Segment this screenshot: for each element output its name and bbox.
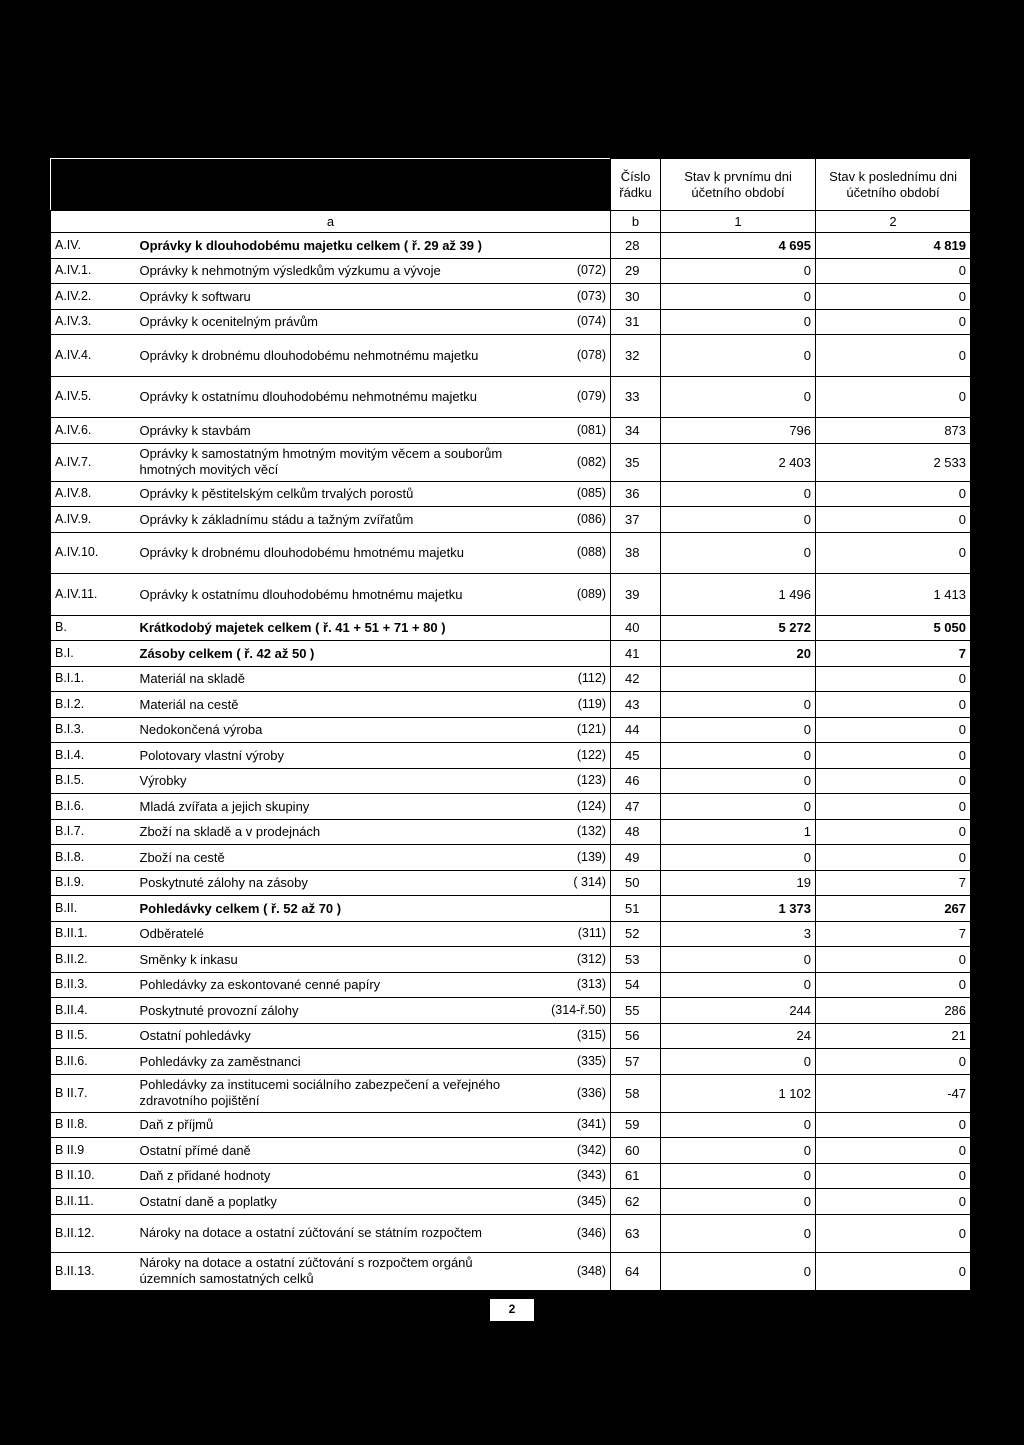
row-account: (119) — [516, 692, 611, 718]
row-code: A.IV.6. — [51, 418, 136, 444]
row-account: (088) — [516, 532, 611, 574]
row-account: (123) — [516, 768, 611, 794]
row-value-first: 0 — [661, 376, 816, 418]
col-header-row-number: Číslo řádku — [611, 159, 661, 211]
row-name: Pohledávky celkem ( ř. 52 až 70 ) — [136, 896, 516, 922]
table-row — [51, 1112, 971, 1138]
row-code: B.I. — [51, 641, 136, 667]
row-name: Nároky na dotace a ostatní zúčtování s rozpočtem orgánů územních samostatných celků — [136, 1252, 516, 1290]
row-value-last: 0 — [816, 666, 971, 692]
row-value-first — [661, 666, 816, 692]
row-value-first: 0 — [661, 309, 816, 335]
row-value-first: 24 — [661, 1023, 816, 1049]
row-code: A.IV.3. — [51, 309, 136, 335]
row-value-first: 0 — [661, 845, 816, 871]
row-account: (311) — [516, 921, 611, 947]
row-value-last: 0 — [816, 1163, 971, 1189]
row-value-last: 5 050 — [816, 615, 971, 641]
row-value-first: 796 — [661, 418, 816, 444]
row-code: B.I.1. — [51, 666, 136, 692]
table-row — [51, 335, 971, 377]
row-name: Materiál na cestě — [136, 692, 516, 718]
row-value-last: 4 819 — [816, 233, 971, 259]
row-number: 56 — [611, 1023, 661, 1049]
row-account: (079) — [516, 376, 611, 418]
row-account: (342) — [516, 1138, 611, 1164]
row-value-first: 0 — [661, 1252, 816, 1290]
row-number: 63 — [611, 1214, 661, 1252]
row-value-last: 0 — [816, 768, 971, 794]
row-value-first: 0 — [661, 507, 816, 533]
row-name: Oprávky k softwaru — [136, 284, 516, 310]
table-row — [51, 376, 971, 418]
row-code: B.II.2. — [51, 947, 136, 973]
row-code: B. — [51, 615, 136, 641]
row-code: A.IV. — [51, 233, 136, 259]
row-value-first: 0 — [661, 481, 816, 507]
table-row — [51, 845, 971, 871]
row-code: B.II.4. — [51, 998, 136, 1024]
row-value-last: 0 — [816, 717, 971, 743]
table-row — [51, 1163, 971, 1189]
row-name: Pohledávky za eskontované cenné papíry — [136, 972, 516, 998]
row-value-first: 1 496 — [661, 574, 816, 616]
page-number: 2 — [508, 1302, 516, 1316]
row-number: 54 — [611, 972, 661, 998]
row-number: 41 — [611, 641, 661, 667]
row-name: Oprávky k nehmotným výsledkům výzkumu a vývoje — [136, 258, 516, 284]
row-value-first: 0 — [661, 1049, 816, 1075]
row-value-last: 0 — [816, 1252, 971, 1290]
row-value-last: 267 — [816, 896, 971, 922]
row-name: Nároky na dotace a ostatní zúčtování se státním rozpočtem — [136, 1214, 516, 1252]
table-row — [51, 717, 971, 743]
row-code: A.IV.9. — [51, 507, 136, 533]
row-account: (073) — [516, 284, 611, 310]
row-code: A.IV.11. — [51, 574, 136, 616]
row-number: 33 — [611, 376, 661, 418]
row-code: A.IV.2. — [51, 284, 136, 310]
row-account: (085) — [516, 481, 611, 507]
row-number: 42 — [611, 666, 661, 692]
row-name: Výrobky — [136, 768, 516, 794]
row-name: Odběratelé — [136, 921, 516, 947]
row-value-last: 7 — [816, 921, 971, 947]
row-value-last: 0 — [816, 1112, 971, 1138]
row-value-first: 1 — [661, 819, 816, 845]
row-value-first: 0 — [661, 1214, 816, 1252]
table-row — [51, 947, 971, 973]
row-number: 52 — [611, 921, 661, 947]
row-number: 49 — [611, 845, 661, 871]
row-code: A.IV.5. — [51, 376, 136, 418]
row-value-first: 1 102 — [661, 1074, 816, 1112]
row-number: 45 — [611, 743, 661, 769]
row-code: B.I.7. — [51, 819, 136, 845]
row-value-first: 244 — [661, 998, 816, 1024]
row-code: B.I.2. — [51, 692, 136, 718]
row-number: 64 — [611, 1252, 661, 1290]
row-value-last: 2 533 — [816, 443, 971, 481]
table-row — [51, 972, 971, 998]
table-row — [51, 819, 971, 845]
row-name: Oprávky k samostatným hmotným movitým věcem a souborům hmotných movitých věcí — [136, 443, 516, 481]
table-row — [51, 794, 971, 820]
row-name: Pohledávky za institucemi sociálního zabezpečení a veřejného zdravotního pojištění — [136, 1074, 516, 1112]
row-code: A.IV.1. — [51, 258, 136, 284]
row-value-last: 0 — [816, 335, 971, 377]
row-value-last: 7 — [816, 641, 971, 667]
row-account: (072) — [516, 258, 611, 284]
row-value-last: 0 — [816, 1189, 971, 1215]
table-row — [51, 233, 971, 259]
table-row — [51, 574, 971, 616]
row-value-first: 0 — [661, 743, 816, 769]
row-account: (081) — [516, 418, 611, 444]
row-name: Poskytnuté provozní zálohy — [136, 998, 516, 1024]
row-value-first: 0 — [661, 947, 816, 973]
table-row — [51, 692, 971, 718]
row-code: B.II.12. — [51, 1214, 136, 1252]
row-value-last: 0 — [816, 532, 971, 574]
row-value-first: 0 — [661, 717, 816, 743]
row-number: 55 — [611, 998, 661, 1024]
row-code: B.II.1. — [51, 921, 136, 947]
row-name: Oprávky k ostatnímu dlouhodobému nehmotnému majetku — [136, 376, 516, 418]
row-account: (122) — [516, 743, 611, 769]
row-value-first: 0 — [661, 768, 816, 794]
table-row — [51, 615, 971, 641]
row-name: Ostatní pohledávky — [136, 1023, 516, 1049]
row-account: (341) — [516, 1112, 611, 1138]
row-number: 48 — [611, 819, 661, 845]
row-number: 44 — [611, 717, 661, 743]
table-row — [51, 666, 971, 692]
row-value-first: 1 373 — [661, 896, 816, 922]
row-code: B.II.11. — [51, 1189, 136, 1215]
row-value-first: 19 — [661, 870, 816, 896]
caption-b: b — [611, 211, 661, 233]
col-header-last-day: Stav k poslednímu dni účetního období — [816, 159, 971, 211]
row-name: Oprávky k základnímu stádu a tažným zvířatům — [136, 507, 516, 533]
row-account: (074) — [516, 309, 611, 335]
row-account — [516, 233, 611, 259]
row-value-last: 0 — [816, 284, 971, 310]
row-value-first: 0 — [661, 972, 816, 998]
row-name: Daň z přidané hodnoty — [136, 1163, 516, 1189]
row-name: Zásoby celkem ( ř. 42 až 50 ) — [136, 641, 516, 667]
row-name: Oprávky k ocenitelným právům — [136, 309, 516, 335]
row-value-last: 0 — [816, 819, 971, 845]
row-account: (124) — [516, 794, 611, 820]
row-name: Oprávky k drobnému dlouhodobému nehmotnému majetku — [136, 335, 516, 377]
row-value-first: 0 — [661, 1189, 816, 1215]
row-code: B.I.8. — [51, 845, 136, 871]
table-row — [51, 1023, 971, 1049]
row-number: 39 — [611, 574, 661, 616]
table-row — [51, 768, 971, 794]
row-number: 28 — [611, 233, 661, 259]
row-code: B.I.9. — [51, 870, 136, 896]
row-value-first: 0 — [661, 1138, 816, 1164]
row-account: (343) — [516, 1163, 611, 1189]
row-code: B II.5. — [51, 1023, 136, 1049]
table-row — [51, 870, 971, 896]
table-row — [51, 1049, 971, 1075]
row-name: Oprávky k pěstitelským celkům trvalých porostů — [136, 481, 516, 507]
row-number: 31 — [611, 309, 661, 335]
row-code: A.IV.10. — [51, 532, 136, 574]
table-row — [51, 481, 971, 507]
row-number: 30 — [611, 284, 661, 310]
row-number: 53 — [611, 947, 661, 973]
table-row — [51, 1189, 971, 1215]
row-value-last: 0 — [816, 309, 971, 335]
balance-sheet-table — [50, 158, 971, 1291]
row-account — [516, 896, 611, 922]
row-account: (139) — [516, 845, 611, 871]
row-code: B.I.4. — [51, 743, 136, 769]
row-code: B II.10. — [51, 1163, 136, 1189]
row-code: B II.9 — [51, 1138, 136, 1164]
row-account: (345) — [516, 1189, 611, 1215]
table-row — [51, 532, 971, 574]
row-account: (089) — [516, 574, 611, 616]
row-number: 32 — [611, 335, 661, 377]
row-value-first: 2 403 — [661, 443, 816, 481]
row-account: (086) — [516, 507, 611, 533]
row-number: 50 — [611, 870, 661, 896]
row-code: B.II. — [51, 896, 136, 922]
row-value-last: 0 — [816, 258, 971, 284]
row-code: A.IV.7. — [51, 443, 136, 481]
row-value-first: 0 — [661, 532, 816, 574]
table-row — [51, 641, 971, 667]
row-account — [516, 615, 611, 641]
row-number: 58 — [611, 1074, 661, 1112]
row-value-last: 0 — [816, 1214, 971, 1252]
row-name: Směnky k inkasu — [136, 947, 516, 973]
row-account — [516, 641, 611, 667]
row-number: 37 — [611, 507, 661, 533]
table-row — [51, 1214, 971, 1252]
table-row — [51, 1138, 971, 1164]
row-account: (312) — [516, 947, 611, 973]
row-name: Oprávky k ostatnímu dlouhodobému hmotnému majetku — [136, 574, 516, 616]
row-number: 40 — [611, 615, 661, 641]
row-number: 43 — [611, 692, 661, 718]
row-value-last: 7 — [816, 870, 971, 896]
row-number: 46 — [611, 768, 661, 794]
row-value-last: 0 — [816, 1049, 971, 1075]
row-number: 59 — [611, 1112, 661, 1138]
row-account: (346) — [516, 1214, 611, 1252]
row-number: 29 — [611, 258, 661, 284]
row-value-first: 0 — [661, 1163, 816, 1189]
table-row — [51, 921, 971, 947]
row-value-last: 0 — [816, 692, 971, 718]
row-name: Mladá zvířata a jejich skupiny — [136, 794, 516, 820]
row-account: (315) — [516, 1023, 611, 1049]
caption-1: 1 — [661, 211, 816, 233]
row-value-first: 0 — [661, 258, 816, 284]
row-name: Materiál na skladě — [136, 666, 516, 692]
row-account: (314-ř.50) — [516, 998, 611, 1024]
row-value-last: 0 — [816, 794, 971, 820]
row-account: (335) — [516, 1049, 611, 1075]
row-value-last: 0 — [816, 845, 971, 871]
row-account: (082) — [516, 443, 611, 481]
caption-a: a — [51, 211, 611, 233]
row-name: Polotovary vlastní výroby — [136, 743, 516, 769]
header-blank — [51, 159, 611, 211]
col-header-first-day: Stav k prvnímu dni účetního období — [661, 159, 816, 211]
row-value-first: 4 695 — [661, 233, 816, 259]
table-row — [51, 998, 971, 1024]
table-row — [51, 443, 971, 481]
row-value-last: 0 — [816, 481, 971, 507]
row-code: B.I.5. — [51, 768, 136, 794]
row-value-last: 0 — [816, 972, 971, 998]
row-account: (313) — [516, 972, 611, 998]
table-row — [51, 258, 971, 284]
row-code: B.II.13. — [51, 1252, 136, 1290]
row-number: 62 — [611, 1189, 661, 1215]
row-value-last: 0 — [816, 947, 971, 973]
table-row — [51, 418, 971, 444]
row-account: (336) — [516, 1074, 611, 1112]
row-value-last: 286 — [816, 998, 971, 1024]
row-code: A.IV.4. — [51, 335, 136, 377]
row-value-last: 21 — [816, 1023, 971, 1049]
row-value-last: 0 — [816, 743, 971, 769]
row-account: (348) — [516, 1252, 611, 1290]
table-row — [51, 507, 971, 533]
row-account: (121) — [516, 717, 611, 743]
row-number: 36 — [611, 481, 661, 507]
row-value-last: 0 — [816, 507, 971, 533]
row-value-last: 873 — [816, 418, 971, 444]
row-value-first: 0 — [661, 284, 816, 310]
row-account: (078) — [516, 335, 611, 377]
row-value-last: 0 — [816, 1138, 971, 1164]
row-number: 38 — [611, 532, 661, 574]
row-number: 47 — [611, 794, 661, 820]
row-number: 51 — [611, 896, 661, 922]
row-code: B II.8. — [51, 1112, 136, 1138]
row-name: Krátkodobý majetek celkem ( ř. 41 + 51 + 71 + 80 ) — [136, 615, 516, 641]
row-name: Ostatní přímé daně — [136, 1138, 516, 1164]
row-value-first: 0 — [661, 1112, 816, 1138]
row-code: B.II.6. — [51, 1049, 136, 1075]
row-number: 35 — [611, 443, 661, 481]
row-value-first: 0 — [661, 692, 816, 718]
row-code: B.II.3. — [51, 972, 136, 998]
row-code: B.I.6. — [51, 794, 136, 820]
row-value-first: 0 — [661, 794, 816, 820]
row-name: Zboží na cestě — [136, 845, 516, 871]
row-account: (132) — [516, 819, 611, 845]
row-number: 60 — [611, 1138, 661, 1164]
table-row — [51, 743, 971, 769]
row-name: Nedokončená výroba — [136, 717, 516, 743]
table-row — [51, 1252, 971, 1290]
row-name: Poskytnuté zálohy na zásoby — [136, 870, 516, 896]
row-value-first: 0 — [661, 335, 816, 377]
table-row — [51, 896, 971, 922]
caption-2: 2 — [816, 211, 971, 233]
row-number: 61 — [611, 1163, 661, 1189]
row-number: 57 — [611, 1049, 661, 1075]
row-name: Zboží na skladě a v prodejnách — [136, 819, 516, 845]
row-code: B.I.3. — [51, 717, 136, 743]
row-name: Oprávky k drobnému dlouhodobému hmotnému majetku — [136, 532, 516, 574]
row-code: A.IV.8. — [51, 481, 136, 507]
table-row — [51, 1074, 971, 1112]
table-row — [51, 284, 971, 310]
row-value-last: 0 — [816, 376, 971, 418]
row-value-first: 5 272 — [661, 615, 816, 641]
row-value-first: 3 — [661, 921, 816, 947]
table-row — [51, 309, 971, 335]
row-account: (112) — [516, 666, 611, 692]
row-name: Ostatní daně a poplatky — [136, 1189, 516, 1215]
row-code: B II.7. — [51, 1074, 136, 1112]
row-value-last: 1 413 — [816, 574, 971, 616]
row-name: Pohledávky za zaměstnanci — [136, 1049, 516, 1075]
row-value-first: 20 — [661, 641, 816, 667]
row-value-last: -47 — [816, 1074, 971, 1112]
row-name: Oprávky k dlouhodobému majetku celkem ( ř. 29 až 39 ) — [136, 233, 516, 259]
row-account: ( 314) — [516, 870, 611, 896]
row-name: Daň z příjmů — [136, 1112, 516, 1138]
row-number: 34 — [611, 418, 661, 444]
row-name: Oprávky k stavbám — [136, 418, 516, 444]
